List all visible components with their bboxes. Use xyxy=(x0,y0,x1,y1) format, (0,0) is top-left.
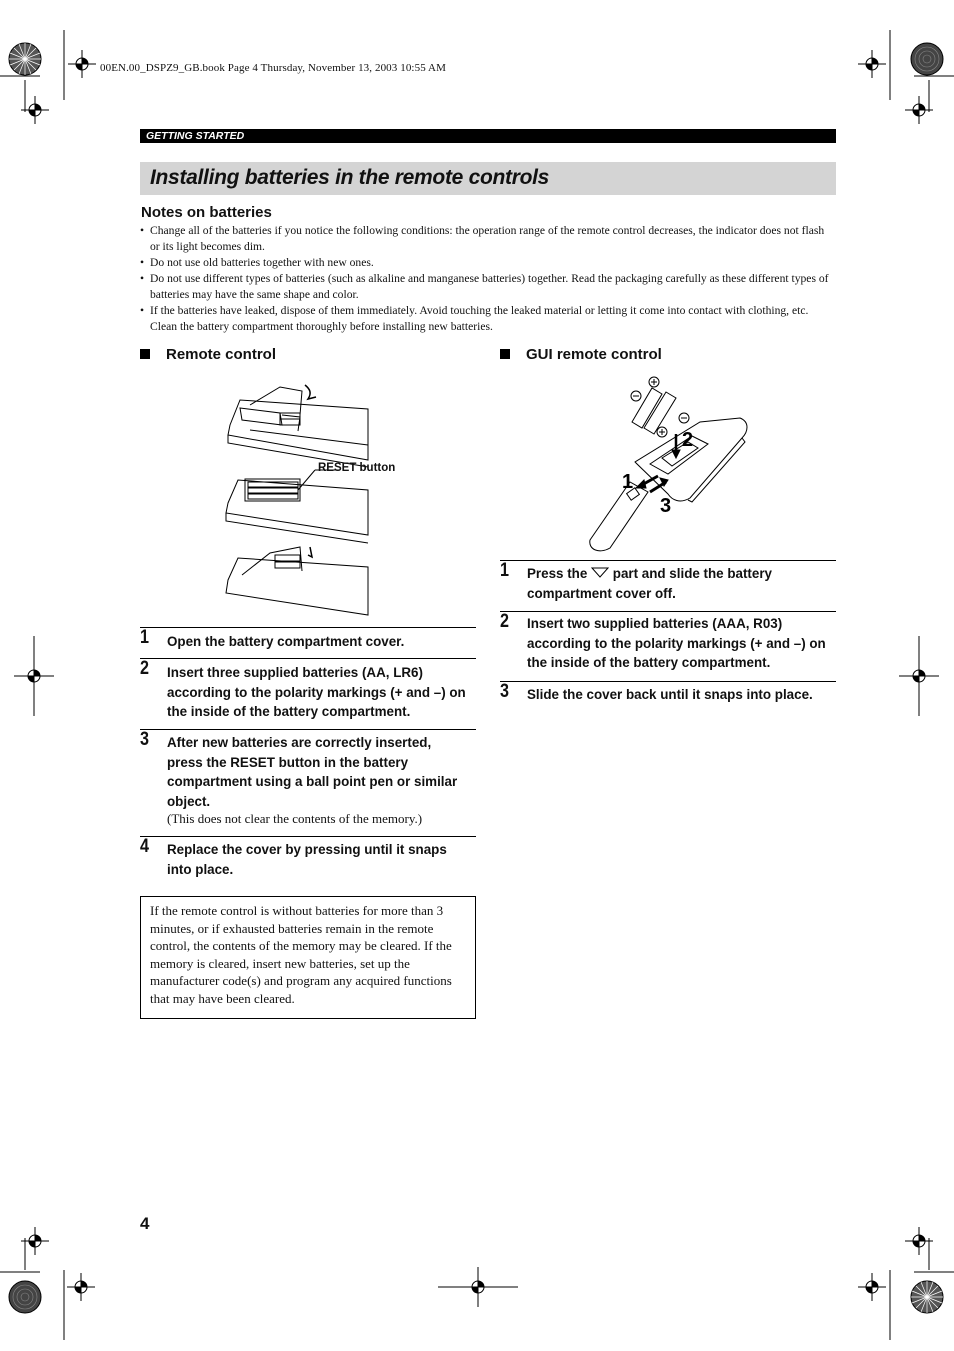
gui-step-1 xyxy=(500,560,836,611)
starburst-disc-bottom-left xyxy=(8,1280,42,1314)
step-number: 2 xyxy=(500,611,509,632)
target-mark-top-right xyxy=(857,49,887,79)
gui-step-2 xyxy=(500,611,836,682)
starburst-disc-top-right xyxy=(910,42,944,76)
target-mark-mid-right xyxy=(899,636,939,716)
step-number: 3 xyxy=(500,681,509,702)
target-mark-bottom-right xyxy=(857,1272,887,1302)
note-item: • Change all of the batteries if you notice the following conditions: the operation range of the remote control decreases, the indicator does not flash or its light becomes dim. xyxy=(140,223,836,255)
starburst-disc-bottom-right xyxy=(910,1280,944,1314)
file-info-line: 00EN.00_DSPZ9_GB.book Page 4 Thursday, November 13, 2003 10:55 AM xyxy=(100,62,446,74)
step-number: 4 xyxy=(140,836,149,857)
step-number: 3 xyxy=(140,729,149,750)
square-bullet-icon xyxy=(140,349,150,359)
step-text xyxy=(527,564,827,603)
step-text: Open the battery compartment cover. xyxy=(167,634,405,649)
step-text: Insert two supplied batteries (AAA, R03) according to the polarity markings (+ and –) on the inside of the battery compartment. xyxy=(527,616,826,670)
step-text-before: Press the xyxy=(527,566,588,581)
target-mark-upper-left xyxy=(20,95,50,125)
title-band xyxy=(140,162,836,195)
triangle-down-icon xyxy=(591,567,609,579)
remote-step-3 xyxy=(140,729,476,836)
remote-step-4 xyxy=(140,836,476,887)
step-text: Slide the cover back until it snaps into place. xyxy=(527,687,813,702)
target-mark-bottom-center xyxy=(438,1267,518,1307)
reset-button-label: RESET button xyxy=(318,462,396,474)
step-number: 1 xyxy=(140,627,149,648)
starburst-disc-top-left xyxy=(8,42,42,76)
note-item: • Do not use different types of batteries (such as alkaline and manganese batteries) together. Read the packaging carefully as these different types of batteries may have the same shape and color. xyxy=(140,271,836,303)
square-bullet-icon xyxy=(500,349,510,359)
gui-heading-label: GUI remote control xyxy=(526,346,662,363)
gui-step-3 xyxy=(500,681,836,710)
step-text: After new batteries are correctly inserted, press the RESET button in the battery compartment using a ball point pen or similar object. xyxy=(167,735,458,809)
remote-step-2 xyxy=(140,658,476,729)
section-label: GETTING STARTED xyxy=(146,130,245,142)
memory-note-text: If the remote control is without batteries for more than 3 minutes, or if exhausted batteries remain in the remote control, the contents of the memory may be cleared. If the memory is cleared, insert new batteries, set up the manufacturer code(s) and program any acquired functions that may have been cleared. xyxy=(150,903,452,1006)
page-title: Installing batteries in the remote controls xyxy=(150,166,550,189)
step-number: 2 xyxy=(140,658,149,679)
diagram-step-3: 3 xyxy=(660,495,672,517)
remote-heading-label: Remote control xyxy=(166,346,277,363)
target-mark-lower-right xyxy=(904,1226,934,1256)
target-mark-lower-left xyxy=(20,1226,50,1256)
diagram-step-2: 2 xyxy=(682,429,694,451)
note-item: • Do not use old batteries together with new ones. xyxy=(140,255,836,271)
memory-note-box xyxy=(140,896,476,1019)
section-bar xyxy=(140,129,836,143)
step-subnote: (This does not clear the contents of the memory.) xyxy=(167,811,423,826)
remote-battery-illustration xyxy=(220,375,400,615)
target-mark-upper-right xyxy=(904,95,934,125)
target-mark-bottom-left xyxy=(66,1272,96,1302)
step-text: Insert three supplied batteries (AA, LR6) according to the polarity markings (+ and –) on the inside of the battery compartment. xyxy=(167,665,466,719)
step-text-after: part and slide the battery compartment cover off. xyxy=(527,566,773,601)
gui-remote-battery-illustration xyxy=(580,372,770,552)
diagram-step-1: 1 xyxy=(622,471,634,493)
step-number: 1 xyxy=(500,560,509,581)
notes-list xyxy=(140,223,836,335)
remote-step-1 xyxy=(140,627,476,658)
gui-heading xyxy=(500,346,662,363)
page-number: 4 xyxy=(140,1214,150,1233)
note-item: • If the batteries have leaked, dispose of them immediately. Avoid touching the leaked material or letting it come into contact with clothing, etc. Clean the battery compartment thoroughly before installing new batteries. xyxy=(140,303,836,335)
remote-heading xyxy=(140,346,276,363)
target-mark-top-left xyxy=(67,49,97,79)
notes-heading: Notes on batteries xyxy=(141,204,272,221)
step-text: Replace the cover by pressing until it snaps into place. xyxy=(167,842,447,877)
target-mark-mid-left xyxy=(14,636,54,716)
